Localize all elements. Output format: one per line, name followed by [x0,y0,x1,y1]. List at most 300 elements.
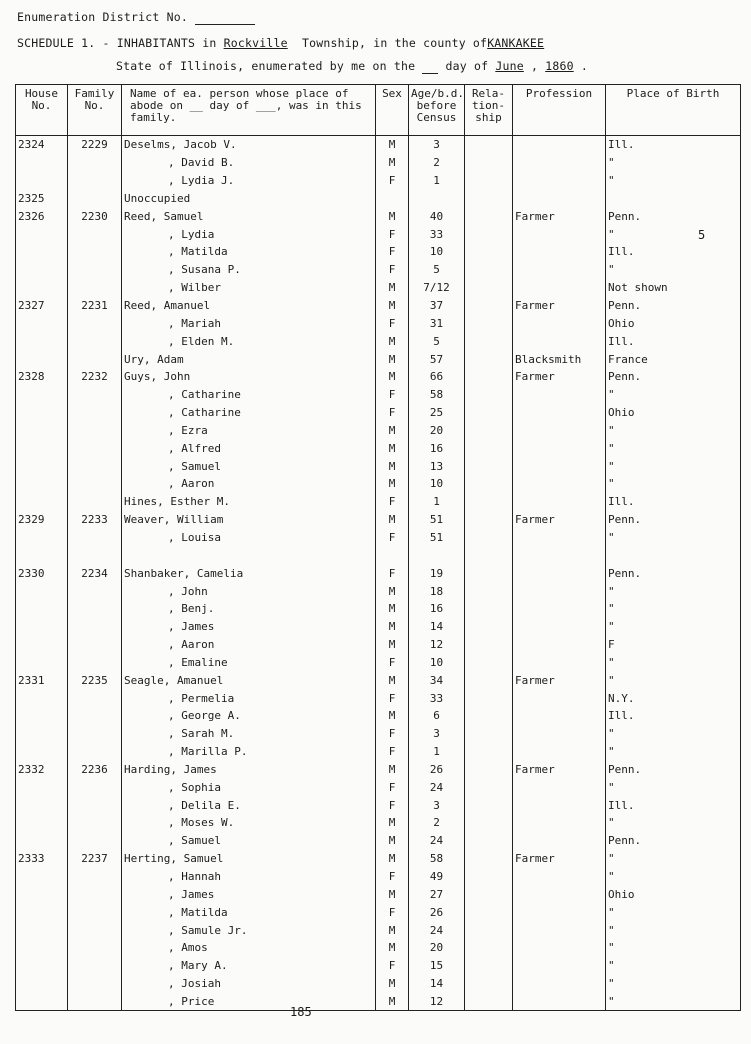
sex-cell-text: M [388,459,396,473]
profession-cell [513,957,606,975]
name-cell [122,600,376,618]
family-cell [68,154,122,172]
census-body [16,136,741,1011]
relation-cell [465,850,513,868]
house-cell [16,975,68,993]
name-cell [122,903,376,921]
family-cell [68,422,122,440]
family-cell [68,564,122,582]
age-cell [409,475,465,493]
name-cell [122,314,376,332]
sex-cell-text: M [388,441,396,455]
family-cell-text: 2234 [81,566,108,580]
birth-cell-text: F [608,638,615,652]
age-cell [409,725,465,743]
sex-cell-text: F [388,406,396,420]
family-cell-text: 2233 [81,513,108,527]
name-cell [122,868,376,886]
profession-cell [513,868,606,886]
age-cell [409,778,465,796]
birth-cell [606,457,741,475]
page-number: 185 [290,1005,312,1019]
name-cell [122,885,376,903]
name-cell [122,636,376,654]
sex-cell [376,172,409,190]
sex-cell [376,689,409,707]
sex-cell-text: M [388,620,396,634]
age-cell [409,743,465,761]
name-cell-text: Hines, Esther M. [124,495,230,509]
table-row [16,368,741,386]
birth-cell-text: N.Y. [608,691,635,705]
relation-cell [465,582,513,600]
name-cell [122,439,376,457]
profession-cell [513,993,606,1011]
sex-cell [376,190,409,208]
profession-cell [513,743,606,761]
profession-cell [513,136,606,154]
birth-cell [606,261,741,279]
age-cell-text: 1 [433,745,440,759]
age-cell [409,350,465,368]
day-blank [422,59,438,74]
relation-cell [465,653,513,671]
birth-cell-text: " [608,620,615,634]
sex-cell-text: M [388,513,396,527]
house-cell [16,332,68,350]
name-cell [122,243,376,261]
sex-cell [376,725,409,743]
col-name-header: Name of ea. person whose place of abode on __ day of ___, was in this family. [122,85,376,136]
sex-cell [376,314,409,332]
relation-cell [465,511,513,529]
table-row [16,903,741,921]
sex-cell-text: F [388,174,396,188]
family-cell [68,279,122,297]
family-cell [68,546,122,564]
birth-cell [606,778,741,796]
birth-cell-text: Penn. [608,834,642,848]
house-cell [16,475,68,493]
name-cell-text: , James [168,620,215,634]
birth-cell [606,279,741,297]
relation-cell [465,636,513,654]
birth-cell-text: Ohio [608,887,635,901]
house-cell [16,136,68,154]
profession-cell [513,475,606,493]
sex-cell-text: F [388,530,396,544]
birth-cell-text: " [608,174,615,188]
house-cell [16,457,68,475]
enumeration-district-blank [195,10,255,25]
schedule-line [17,36,544,50]
sex-cell [376,386,409,404]
family-cell [68,207,122,225]
age-cell [409,386,465,404]
family-cell [68,404,122,422]
birth-cell [606,832,741,850]
relation-cell [465,975,513,993]
birth-cell-text: " [608,923,615,937]
sex-cell-text: M [388,816,396,830]
birth-cell-text: " [608,263,615,277]
profession-cell [513,207,606,225]
profession-cell [513,422,606,440]
birth-cell [606,386,741,404]
profession-cell [513,903,606,921]
name-cell [122,582,376,600]
name-cell [122,975,376,993]
sex-cell [376,957,409,975]
age-cell [409,618,465,636]
relation-cell [465,796,513,814]
table-row [16,796,741,814]
sex-cell [376,279,409,297]
birth-cell-text: Penn. [608,566,642,580]
name-cell-text: Reed, Amanuel [124,299,211,313]
age-cell-text: 27 [429,887,444,901]
relation-cell [465,314,513,332]
age-cell [409,707,465,725]
relation-cell [465,154,513,172]
family-cell [68,618,122,636]
family-cell [68,190,122,208]
name-cell [122,172,376,190]
name-cell-text: , Samuel [168,834,221,848]
sex-cell [376,850,409,868]
relation-cell [465,261,513,279]
profession-cell-text: Farmer [515,762,555,776]
name-cell [122,921,376,939]
relation-cell [465,903,513,921]
name-cell [122,279,376,297]
birth-cell-text: " [608,441,615,455]
sex-cell [376,903,409,921]
family-cell [68,689,122,707]
family-cell [68,939,122,957]
name-cell-text: , Sarah M. [168,727,235,741]
sex-cell [376,529,409,547]
age-cell [409,546,465,564]
age-cell-text: 26 [429,762,444,776]
house-cell [16,422,68,440]
birth-cell-text: " [608,745,615,759]
birth-cell-text: Ill. [608,495,635,509]
census-table [15,84,741,1011]
sex-cell [376,475,409,493]
table-row [16,190,741,208]
age-cell-text: 12 [429,638,444,652]
birth-cell [606,511,741,529]
family-cell-text: 2236 [81,762,108,776]
house-cell [16,885,68,903]
profession-cell [513,261,606,279]
sex-cell-text: M [388,852,396,866]
family-cell [68,671,122,689]
sex-cell [376,439,409,457]
relation-cell [465,172,513,190]
township-name: Rockville [223,36,288,50]
family-cell [68,993,122,1011]
family-cell [68,511,122,529]
age-cell-text: 10 [429,655,444,669]
name-cell-text: Harding, James [124,762,217,776]
relation-cell [465,761,513,779]
name-cell [122,957,376,975]
sex-cell [376,404,409,422]
profession-cell [513,243,606,261]
age-cell-text: 6 [433,709,440,723]
name-cell-text: , George A. [168,709,241,723]
house-cell [16,243,68,261]
sex-cell [376,243,409,261]
profession-cell-text: Farmer [515,673,555,687]
house-cell [16,368,68,386]
birth-cell-text: Ohio [608,316,635,330]
age-cell-text: 3 [433,727,440,741]
family-cell [68,225,122,243]
sex-cell [376,207,409,225]
birth-cell [606,546,741,564]
house-cell [16,546,68,564]
house-cell [16,493,68,511]
family-cell [68,761,122,779]
birth-cell [606,225,741,243]
family-cell [68,921,122,939]
relation-cell [465,600,513,618]
name-cell-text: , Hannah [168,870,221,884]
sex-cell-text: M [388,887,396,901]
age-cell-text: 3 [433,798,440,812]
house-cell [16,225,68,243]
table-row [16,636,741,654]
profession-cell-text: Blacksmith [515,352,582,366]
age-cell-text: 24 [429,923,444,937]
age-cell [409,190,465,208]
age-cell [409,636,465,654]
age-cell-text: 5 [433,263,440,277]
birth-cell-text: " [608,727,615,741]
age-cell-text: 51 [429,530,444,544]
sex-cell [376,975,409,993]
profession-cell [513,761,606,779]
relation-cell [465,404,513,422]
birth-cell [606,243,741,261]
table-row [16,707,741,725]
sex-cell [376,653,409,671]
table-row [16,671,741,689]
name-cell-text: Ury, Adam [124,352,184,366]
table-row [16,457,741,475]
birth-cell [606,814,741,832]
birth-cell [606,154,741,172]
family-cell-text: 2229 [81,138,108,152]
age-cell [409,564,465,582]
table-row [16,993,741,1011]
table-row [16,493,741,511]
name-cell-text: Guys, John [124,370,191,384]
name-cell-text: , Permelia [168,691,235,705]
birth-cell-text: " [608,459,615,473]
name-cell [122,511,376,529]
age-cell-text: 14 [429,977,444,991]
table-row [16,136,741,154]
house-cell [16,350,68,368]
profession-cell [513,190,606,208]
profession-cell [513,297,606,315]
house-cell [16,529,68,547]
table-row [16,653,741,671]
sex-cell [376,350,409,368]
birth-cell [606,636,741,654]
house-cell [16,511,68,529]
table-row [16,332,741,350]
table-row [16,511,741,529]
age-cell [409,689,465,707]
family-cell [68,172,122,190]
age-cell-text: 16 [429,441,444,455]
house-cell [16,921,68,939]
name-cell [122,404,376,422]
family-cell [68,457,122,475]
name-cell [122,475,376,493]
age-cell [409,439,465,457]
profession-cell-text: Farmer [515,299,555,313]
house-cell [16,814,68,832]
name-cell-text: , Moses W. [168,816,235,830]
profession-cell [513,814,606,832]
table-row [16,939,741,957]
house-cell [16,190,68,208]
table-row [16,743,741,761]
name-cell-text: , Elden M. [168,334,235,348]
sex-cell [376,868,409,886]
birth-cell [606,190,741,208]
profession-cell [513,618,606,636]
age-cell-text: 5 [433,334,440,348]
profession-cell [513,546,606,564]
sex-cell-text: F [388,316,396,330]
family-cell [68,707,122,725]
birth-cell-text: Penn. [608,299,642,313]
age-cell [409,136,465,154]
birth-cell-text: " [608,530,615,544]
age-cell [409,814,465,832]
name-cell [122,778,376,796]
family-cell [68,582,122,600]
birth-cell-text: " [608,584,615,598]
sex-cell-text: F [388,691,396,705]
age-cell-text: 58 [429,852,444,866]
name-cell-text: Seagle, Amanuel [124,673,224,687]
table-row [16,600,741,618]
house-cell [16,314,68,332]
sex-cell [376,493,409,511]
sex-cell-text: F [388,727,396,741]
family-cell [68,796,122,814]
name-cell-text: , Sophia [168,780,221,794]
sex-cell [376,422,409,440]
birth-cell [606,493,741,511]
relation-cell [465,475,513,493]
family-cell [68,475,122,493]
house-cell [16,671,68,689]
relation-cell [465,368,513,386]
sex-cell-text: F [388,566,396,580]
birth-cell-text: " [608,477,615,491]
name-cell [122,529,376,547]
name-cell [122,725,376,743]
family-cell [68,314,122,332]
relation-cell [465,993,513,1011]
sex-cell [376,832,409,850]
sex-cell [376,225,409,243]
name-cell-text: , Emaline [168,655,228,669]
age-cell-text: 12 [429,994,444,1008]
house-cell [16,653,68,671]
name-cell-text: , Wilber [168,281,221,295]
name-cell-text: Shanbaker, Camelia [124,566,244,580]
relation-cell [465,564,513,582]
name-cell-text: , Delila E. [168,798,241,812]
house-cell-text: 2327 [18,299,45,313]
profession-cell [513,493,606,511]
table-row [16,725,741,743]
house-cell [16,850,68,868]
house-cell-text: 2332 [18,762,45,776]
name-cell [122,707,376,725]
birth-cell [606,297,741,315]
name-cell [122,564,376,582]
name-cell [122,546,376,564]
sex-cell-text: M [388,334,396,348]
sex-cell-text: M [388,584,396,598]
name-cell [122,154,376,172]
table-row [16,172,741,190]
name-cell [122,814,376,832]
name-cell-text: , Samuel [168,459,221,473]
sex-cell-text: F [388,870,396,884]
sex-cell [376,511,409,529]
table-row [16,546,741,564]
age-cell [409,653,465,671]
sex-cell [376,618,409,636]
name-cell-text: , Catharine [168,406,241,420]
relation-cell [465,618,513,636]
sex-cell-text: F [388,388,396,402]
col-sex-header: Sex [376,85,409,136]
age-cell [409,154,465,172]
age-cell-text: 58 [429,388,444,402]
name-cell [122,653,376,671]
house-cell [16,600,68,618]
sex-cell-text: F [388,245,396,259]
relation-cell [465,885,513,903]
age-cell [409,600,465,618]
family-cell [68,350,122,368]
birth-cell [606,707,741,725]
birth-cell-text: Ill. [608,138,635,152]
name-cell-text: , David B. [168,156,235,170]
name-cell [122,136,376,154]
birth-cell [606,404,741,422]
enumeration-district-label: Enumeration District No. [17,10,188,24]
age-cell [409,207,465,225]
age-cell [409,868,465,886]
sex-cell [376,761,409,779]
age-cell-text: 7/12 [423,281,450,295]
age-cell [409,457,465,475]
